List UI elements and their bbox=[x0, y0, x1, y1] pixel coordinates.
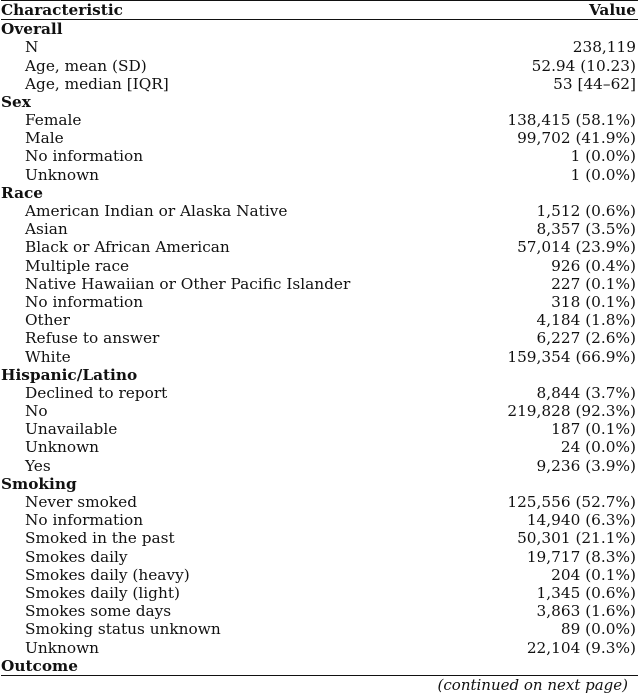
row-label: Smokes daily (heavy) bbox=[25, 565, 190, 584]
table-row bbox=[0, 548, 637, 566]
table-row bbox=[0, 639, 637, 657]
section-header-row bbox=[0, 20, 637, 38]
row-value: 52.94 (10.23) bbox=[531, 56, 636, 75]
table-row bbox=[0, 38, 637, 56]
row-label: No information bbox=[25, 511, 144, 530]
row-value: 19,717 (8.3%) bbox=[526, 547, 636, 566]
table-row bbox=[0, 129, 637, 147]
table-row bbox=[0, 420, 637, 438]
row-value: 138,415 (58.1%) bbox=[507, 111, 636, 130]
row-value: 1,512 (0.6%) bbox=[536, 202, 636, 221]
table-row bbox=[0, 257, 637, 275]
row-value: 187 (0.1%) bbox=[551, 420, 636, 439]
row-label: Smoking status unknown bbox=[25, 620, 221, 639]
row-label: N bbox=[25, 38, 39, 57]
row-label: Declined to report bbox=[25, 383, 168, 402]
table-row bbox=[0, 584, 637, 602]
section-header-row bbox=[0, 93, 637, 111]
row-value: 1 (0.0%) bbox=[570, 165, 636, 184]
table-row bbox=[0, 402, 637, 420]
row-value: 219,828 (92.3%) bbox=[507, 402, 636, 421]
table-row bbox=[0, 293, 637, 311]
row-label: Smokes daily (light) bbox=[25, 583, 180, 602]
row-label: White bbox=[25, 347, 71, 366]
table-row bbox=[0, 238, 637, 256]
row-label: Smokes daily bbox=[25, 547, 128, 566]
row-label: Male bbox=[25, 129, 64, 148]
row-label: Unknown bbox=[25, 165, 100, 184]
row-label: Asian bbox=[25, 220, 68, 239]
section-title: Smoking bbox=[1, 474, 77, 493]
header-value: Value bbox=[588, 1, 636, 20]
row-value: 89 (0.0%) bbox=[560, 620, 636, 639]
table-row bbox=[0, 329, 637, 347]
section-title: Race bbox=[1, 183, 44, 202]
table-row bbox=[0, 75, 637, 93]
table-row bbox=[0, 620, 637, 638]
section-title: Overall bbox=[1, 20, 63, 39]
continued-note: (continued on next page) bbox=[437, 676, 628, 694]
row-label: Smoked in the past bbox=[25, 529, 175, 548]
section-header-row bbox=[0, 366, 637, 384]
row-value: 4,184 (1.8%) bbox=[536, 311, 636, 330]
table-body bbox=[0, 20, 640, 675]
table-row bbox=[0, 529, 637, 547]
section-title: Sex bbox=[1, 92, 31, 111]
row-label: Age, median [IQR] bbox=[25, 74, 169, 93]
row-label: No information bbox=[25, 292, 144, 311]
row-value: 8,357 (3.5%) bbox=[536, 220, 636, 239]
row-value: 926 (0.4%) bbox=[551, 256, 636, 275]
row-label: Black or African American bbox=[25, 238, 230, 257]
table-row bbox=[0, 602, 637, 620]
row-value: 159,354 (66.9%) bbox=[507, 347, 636, 366]
table-row bbox=[0, 493, 637, 511]
row-value: 9,236 (3.9%) bbox=[536, 456, 636, 475]
row-label: Never smoked bbox=[25, 493, 137, 512]
row-label: Smokes some days bbox=[25, 602, 172, 621]
table-row bbox=[0, 57, 637, 75]
row-label: Other bbox=[25, 311, 70, 330]
row-label: Yes bbox=[25, 456, 51, 475]
section-header-row bbox=[0, 184, 637, 202]
table-row bbox=[0, 384, 637, 402]
row-value: 57,014 (23.9%) bbox=[517, 238, 636, 257]
row-label: No bbox=[25, 402, 48, 421]
table-row bbox=[0, 511, 637, 529]
table-header-row bbox=[0, 1, 637, 19]
row-label: Unknown bbox=[25, 438, 100, 457]
row-label: American Indian or Alaska Native bbox=[25, 202, 288, 221]
row-value: 1 (0.0%) bbox=[570, 147, 636, 166]
row-value: 3,863 (1.6%) bbox=[536, 602, 636, 621]
row-label: Multiple race bbox=[25, 256, 130, 275]
table-row bbox=[0, 275, 637, 293]
row-label: No information bbox=[25, 147, 144, 166]
section-title: Outcome bbox=[1, 656, 78, 675]
row-label: Unavailable bbox=[25, 420, 118, 439]
section-header-row bbox=[0, 657, 637, 675]
table-row bbox=[0, 202, 637, 220]
row-value: 318 (0.1%) bbox=[551, 292, 636, 311]
row-label: Native Hawaiian or Other Pacific Islander bbox=[25, 274, 351, 293]
table-row bbox=[0, 457, 637, 475]
table-row bbox=[0, 438, 637, 456]
row-value: 50,301 (21.1%) bbox=[517, 529, 636, 548]
row-value: 14,940 (6.3%) bbox=[526, 511, 636, 530]
row-label: Age, mean (SD) bbox=[25, 56, 147, 75]
row-value: 8,844 (3.7%) bbox=[536, 383, 636, 402]
row-value: 204 (0.1%) bbox=[551, 565, 636, 584]
table-row bbox=[0, 348, 637, 366]
row-value: 6,227 (2.6%) bbox=[536, 329, 636, 348]
row-label: Unknown bbox=[25, 638, 100, 657]
row-value: 22,104 (9.3%) bbox=[526, 638, 636, 657]
table-row bbox=[0, 111, 637, 129]
section-header-row bbox=[0, 475, 637, 493]
header-characteristic: Characteristic bbox=[1, 1, 123, 20]
table-row bbox=[0, 147, 637, 165]
table-row bbox=[0, 566, 637, 584]
table-row bbox=[0, 220, 637, 238]
row-value: 24 (0.0%) bbox=[560, 438, 636, 457]
section-title: Hispanic/Latino bbox=[1, 365, 138, 384]
row-label: Female bbox=[25, 111, 82, 130]
row-value: 125,556 (52.7%) bbox=[507, 493, 636, 512]
row-value: 1,345 (0.6%) bbox=[536, 583, 636, 602]
table-row bbox=[0, 311, 637, 329]
row-value: 227 (0.1%) bbox=[551, 274, 636, 293]
row-value: 99,702 (41.9%) bbox=[517, 129, 636, 148]
row-value: 53 [44–62] bbox=[553, 74, 636, 93]
table-row bbox=[0, 166, 637, 184]
row-label: Refuse to answer bbox=[25, 329, 160, 348]
row-value: 238,119 bbox=[572, 38, 636, 57]
